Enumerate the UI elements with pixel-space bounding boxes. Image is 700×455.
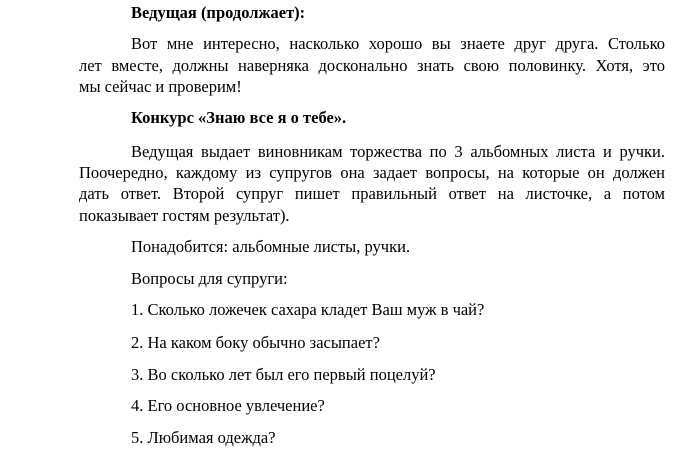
paragraph-1-line-2: лет вместе, должны наверняка досконально знать свою половинку. Хотя, это [79, 56, 665, 75]
paragraph-1-line-1: Вот мне интересно, насколько хорошо вы знаете друг друга. Столько [131, 34, 665, 53]
paragraph-2-line-3: дать ответ. Второй супруг пишет правильный ответ на листочке, а потом [79, 184, 665, 203]
paragraph-2-line-1: Ведущая выдает виновникам торжества по 3 альбомных листа и ручки. [131, 142, 665, 161]
question-item: 2. На каком боку обычно засыпает? [131, 333, 380, 352]
paragraph-2-line-2: Поочередно, каждому из супругов она задает вопросы, на которые он должен [79, 163, 665, 182]
question-item: 3. Во сколько лет был его первый поцелуй? [131, 365, 436, 384]
host-heading: Ведущая (продолжает): [131, 3, 306, 22]
question-item: 5. Любимая одежда? [131, 428, 276, 447]
contest-title: Конкурс «Знаю все я о тебе». [131, 108, 347, 127]
questions-header: Вопросы для супруги: [131, 269, 288, 288]
question-item: 4. Его основное увлечение? [131, 396, 325, 415]
needed-items: Понадобится: альбомные листы, ручки. [131, 237, 411, 256]
question-item: 1. Сколько ложечек сахара кладет Ваш муж в чай? [131, 300, 485, 319]
paragraph-1-line-3: мы сейчас и проверим! [79, 77, 242, 96]
paragraph-2-line-4: показывает гостям результат). [79, 206, 290, 225]
